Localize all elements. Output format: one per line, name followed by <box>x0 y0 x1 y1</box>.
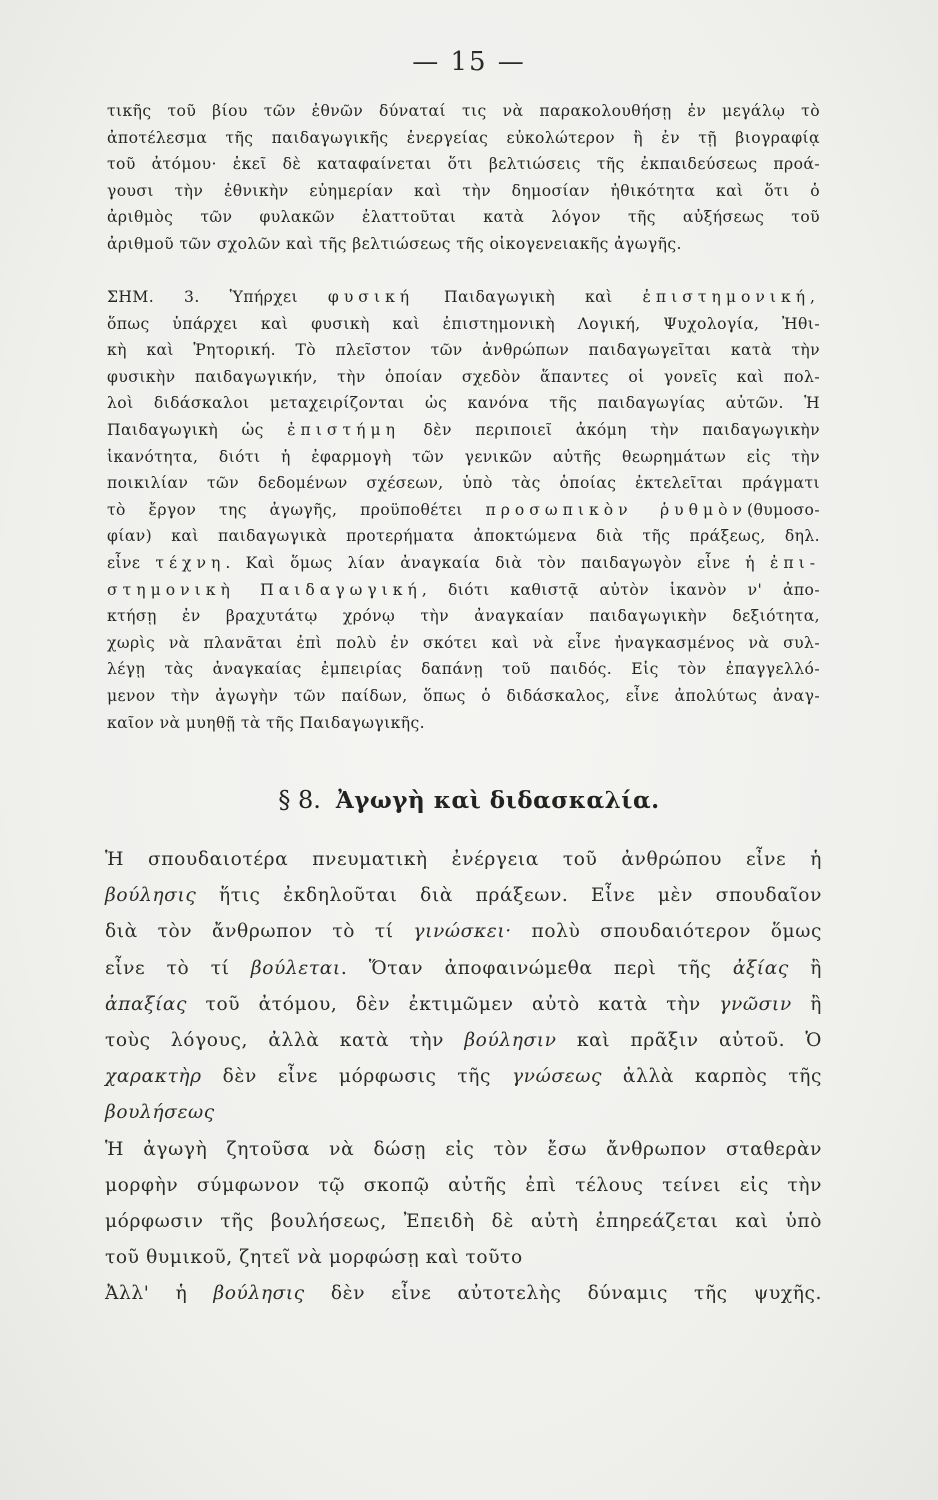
body-text <box>105 842 822 1312</box>
italic-term: βούλησις <box>213 1283 305 1305</box>
text-line <box>105 914 822 950</box>
text-run: εἶνε <box>107 553 156 572</box>
text-run: (θυμοσο- <box>747 500 820 519</box>
text-run: εἶνε τὸ τί <box>105 957 251 979</box>
italic-term: βούλησις <box>105 885 197 907</box>
text-line: μορφὴν σύμφωνον τῷ σκοπῷ αὐτῆς ἐπὶ τέλους τείνει εἰς τὴν <box>105 1174 822 1196</box>
text-line: φίαν) καὶ παιδαγωγικὰ προτερήματα ἀποκτώμενα διὰ τῆς πράξεως, δηλ. <box>107 527 820 546</box>
text-line: φυσικὴν παιδαγωγικήν, τὴν ὁποίαν σχεδὸν ἅπαντες οἱ γονεῖς καὶ πολ- <box>107 367 820 386</box>
text-run: Παιδαγωγικὴ ὡς <box>107 420 288 439</box>
text-line <box>105 878 822 914</box>
spaced-term: προσωπικὸν ῥυθμὸν <box>485 500 748 519</box>
text-run: τοῦ ἀτόμου, δὲν ἐκτιμῶμεν αὐτὸ κατὰ τὴν <box>187 993 720 1015</box>
spaced-term: ἐπιστημονική, <box>642 288 820 306</box>
text-line: λοὶ διδάσκαλοι μεταχειρίζονται ὡς κανόνα τῆς παιδαγωγίας αὐτῶν. Ἡ <box>107 394 820 413</box>
italic-term: γινώσκει· <box>413 921 512 943</box>
text-line <box>107 417 820 444</box>
text-line: ὅπως ὑπάρχει καὶ φυσικὴ καὶ ἐπιστημονικὴ Λογική, Ψυχολογία, Ἠθι- <box>107 314 820 333</box>
text-run: , διότι καθιστᾷ αὐτὸν ἱκανὸν ν' ἀπο- <box>421 580 820 599</box>
text-line <box>105 1023 822 1059</box>
note-paragraph <box>107 284 820 736</box>
text-line: τικῆς τοῦ βίου τῶν ἐθνῶν δύναταί τις νὰ παρακολουθήσῃ ἐν μεγάλῳ τὸ <box>107 102 820 120</box>
text-run: Ἀλλ' ἡ <box>105 1283 214 1305</box>
spaced-term: τέχνη <box>155 553 226 572</box>
spaced-term: ἐπι- <box>770 553 820 572</box>
text-line: μόρφωσιν τῆς βουλήσεως, Ἐπειδὴ δὲ αὐτὴ ἐπηρεάζεται καὶ ὑπὸ <box>105 1210 822 1232</box>
italic-term: ἀξίας <box>732 957 789 979</box>
text-line <box>105 1276 822 1312</box>
italic-term: ἀπαξίας <box>105 993 188 1015</box>
text-line: κὴ καὶ Ῥητορική. Τὸ πλεῖστον τῶν ἀνθρώπων παιδαγωγεῖται κατὰ τὴν <box>107 341 820 360</box>
text-line: τοῦ θυμικοῦ, ζητεῖ νὰ μορφώσῃ καὶ τοῦτο <box>105 1247 523 1269</box>
section-heading <box>0 786 938 814</box>
text-run: τοὺς λόγους, ἀλλὰ κατὰ τὴν <box>105 1029 465 1051</box>
text-line: λέγῃ τὰς ἀναγκαίας ἐμπειρίας δαπάνῃ τοῦ παιδός. Εἰς τὸν ἐπαγγελλό- <box>107 660 820 679</box>
text-line <box>105 1095 822 1131</box>
text-line: μενον τὴν ἀγωγὴν τῶν παίδων, ὅπως ὁ διδάσκαλος, εἶνε ἀπολύτως ἀναγ- <box>107 686 820 705</box>
text-run: ἢ <box>788 957 822 979</box>
text-run: . Καὶ ὅμως λίαν ἀναγκαία διὰ τὸν παιδαγωγὸν εἶνε ἡ <box>225 553 770 572</box>
page-number: — 15 — <box>412 47 526 77</box>
italic-term: γνώσεως <box>511 1066 602 1088</box>
section-title: Ἀγωγὴ καὶ διδασκαλία. <box>335 787 660 814</box>
text-line <box>105 987 822 1023</box>
text-line: χωρὶς νὰ πλανᾶται ἐπὶ πολὺ ἐν σκότει καὶ νὰ εἶνε ἠναγκασμένος νὰ συλ- <box>107 633 820 652</box>
note-label: ΣΗΜ. 3. Ὑπήρχει <box>107 288 328 306</box>
text-line <box>105 1059 822 1095</box>
text-line: ἀριθμὸς τῶν φυλακῶν ἐλαττοῦται κατὰ λόγον τῆς αὐξήσεως τοῦ <box>107 208 820 227</box>
text-line <box>105 951 822 987</box>
italic-term: γνῶσιν <box>719 993 792 1015</box>
text-run: καὶ πρᾶξιν αὐτοῦ. Ὁ <box>556 1029 823 1051</box>
text-line <box>107 550 820 577</box>
text-run: πολὺ σπουδαιότερον ὅμως <box>511 921 822 943</box>
text-line <box>107 577 820 604</box>
section-number: § 8. <box>278 786 321 814</box>
text-run: δὲν εἶνε μόρφωσις τῆς <box>201 1066 512 1088</box>
spaced-term: ἐπιστήμη <box>287 420 400 439</box>
text-run: τὸ ἔργον της ἀγωγῆς, προϋποθέτει <box>107 500 486 519</box>
italic-term: βούλησιν <box>464 1029 557 1051</box>
text-run: . Ὅταν ἀποφαινώμεθα περὶ τῆς <box>340 957 733 979</box>
text-run: δὲν περιποιεῖ ἀκόμη τὴν παιδαγωγικὴν <box>400 420 821 439</box>
spaced-term: φυσική <box>327 288 415 306</box>
text-line <box>107 497 820 524</box>
text-line: γουσι τὴν ἐθνικὴν εὐημερίαν καὶ τὴν δημοσίαν ἠθικότητα καὶ ὅτι ὁ <box>107 181 820 200</box>
italic-term: βούλεται <box>250 957 341 979</box>
text-line: ποικιλίαν τῶν δεδομένων σχέσεων, ὑπὸ τὰς ὁποίας ἐκτελεῖται πράγματι <box>107 474 820 493</box>
text-run: διὰ τὸν ἄνθρωπον τὸ τί <box>105 921 414 943</box>
text-line: κτήσῃ ἐν βραχυτάτῳ χρόνῳ τὴν ἀναγκαίαν παιδαγωγικὴν δεξιότητα, <box>107 607 820 626</box>
text-line: Ἡ σπουδαιοτέρα πνευματικὴ ἐνέργεια τοῦ ἀνθρώπου εἶνε ἡ <box>105 849 822 870</box>
text-line: ἀποτέλεσμα τῆς παιδαγωγικῆς ἐνεργείας εὐκολώτερον ἢ ἐν τῇ βιογραφίᾳ <box>107 128 820 147</box>
text-line: καῖον νὰ μυηθῇ τὰ τῆς Παιδαγωγικῆς. <box>107 713 426 732</box>
text-run: Παιδαγωγικὴ καὶ <box>414 288 643 306</box>
text-line: ἀριθμοῦ τῶν σχολῶν καὶ τῆς βελτιώσεως τῆς οἰκογενειακῆς ἀγωγῆς. <box>107 234 682 253</box>
continuation-paragraph <box>107 98 820 258</box>
text-run: ἀλλὰ καρπὸς τῆς <box>602 1066 822 1088</box>
text-run: ἥτις ἐκδηλοῦται διὰ πράξεων. Εἶνε μὲν σπουδαῖον <box>196 885 822 907</box>
spaced-term: στημονικὴ Παιδαγωγική <box>107 580 422 599</box>
text-run: δὲν εἶνε αὐτοτελὴς δύναμις τῆς ψυχῆς. <box>304 1283 822 1305</box>
text-line: τοῦ ἀτόμου· ἐκεῖ δὲ καταφαίνεται ὅτι βελτιώσεις τῆς ἐκπαιδεύσεως προά- <box>107 155 820 174</box>
text-run: ἢ <box>791 993 822 1015</box>
text-line <box>107 284 820 311</box>
text-line: Ἡ ἀγωγὴ ζητοῦσα νὰ δώσῃ εἰς τὸν ἔσω ἄνθρωπον σταθερὰν <box>105 1138 822 1160</box>
italic-term: χαρακτὴρ <box>105 1066 202 1088</box>
text-line: ἱκανότητα, διότι ἡ ἐφαρμογὴ τῶν γενικῶν αὐτῆς θεωρημάτων εἰς τὴν <box>107 447 820 466</box>
italic-term: βουλήσεως <box>105 1102 215 1124</box>
